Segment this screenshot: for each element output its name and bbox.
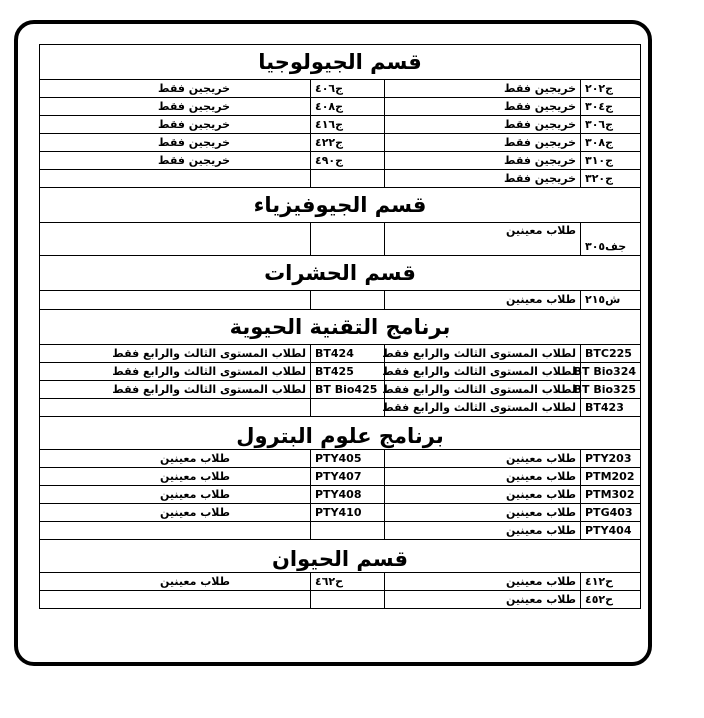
section-header-entomology (40, 256, 641, 291)
course-note: طلاب معينين (385, 522, 581, 540)
course-note: طلاب معينين (40, 468, 311, 486)
course-code: PTY410 (311, 504, 385, 522)
course-code: ج٤٠٦ (311, 80, 385, 98)
course-code: PTY407 (311, 468, 385, 486)
table-row (40, 170, 641, 188)
course-note: لطلاب المستوى الثالث والرابع فقط (40, 345, 311, 363)
course-code: ج٣١٠ (581, 152, 641, 170)
restricted-courses-table (39, 44, 641, 609)
course-note (40, 170, 311, 188)
section-title: قسم الحشرات (40, 256, 641, 291)
course-code: ج٣٠٦ (581, 116, 641, 134)
course-note: طلاب معينين (385, 450, 581, 468)
table-row (40, 468, 641, 486)
course-note: طلاب معينين (385, 504, 581, 522)
course-code: PTG403 (581, 504, 641, 522)
course-code (311, 591, 385, 609)
course-note: خريجين فقط (385, 134, 581, 152)
course-note (40, 399, 311, 417)
course-note (40, 223, 311, 256)
table-row (40, 450, 641, 468)
course-code: BT424 (311, 345, 385, 363)
section-title: برنامج التقنية الحيوية (40, 310, 641, 345)
section-title: قسم الجيولوجيا (40, 45, 641, 80)
course-note: خريجين فقط (385, 152, 581, 170)
course-note: طلاب معينين (40, 504, 311, 522)
table-row (40, 399, 641, 417)
table-row (40, 98, 641, 116)
course-code: BT Bio324 (581, 363, 641, 381)
section-header-petroleum (40, 417, 641, 450)
course-code: PTY408 (311, 486, 385, 504)
course-note: خريجين فقط (385, 80, 581, 98)
table-row (40, 363, 641, 381)
course-note: خريجين فقط (40, 116, 311, 134)
table-row (40, 291, 641, 310)
course-code: جف٣٠٥ (581, 223, 641, 256)
table-row (40, 152, 641, 170)
table-row (40, 504, 641, 522)
course-code: ح٤١٢ (581, 573, 641, 591)
course-code: ج٣٠٨ (581, 134, 641, 152)
course-code (311, 170, 385, 188)
course-note (40, 591, 311, 609)
course-code: BT423 (581, 399, 641, 417)
table-row (40, 80, 641, 98)
course-code: ش٢١٥ (581, 291, 641, 310)
course-note: لطلاب المستوى الثالث والرابع فقط (385, 345, 581, 363)
course-note: خريجين فقط (385, 170, 581, 188)
table-row (40, 223, 641, 256)
course-note (40, 291, 311, 310)
course-note: طلاب معينين (385, 468, 581, 486)
course-note: طلاب معينين (40, 450, 311, 468)
course-code: PTY404 (581, 522, 641, 540)
course-code: ج٢٠٢ (581, 80, 641, 98)
course-code: ج٣٠٤ (581, 98, 641, 116)
table-row (40, 381, 641, 399)
course-code: PTM202 (581, 468, 641, 486)
course-code: PTY203 (581, 450, 641, 468)
course-note: خريجين فقط (40, 134, 311, 152)
course-note: طلاب معينين (385, 573, 581, 591)
course-note: خريجين فقط (40, 80, 311, 98)
course-note: خريجين فقط (40, 98, 311, 116)
course-code (311, 223, 385, 256)
course-note: لطلاب المستوى الثالث والرابع فقط (385, 381, 581, 399)
table-row (40, 486, 641, 504)
course-note: طلاب معينين (40, 573, 311, 591)
course-note: طلاب معينين (40, 486, 311, 504)
table-row (40, 134, 641, 152)
course-note: طلاب معينين (385, 486, 581, 504)
section-title: قسم الجيوفيزياء (40, 188, 641, 223)
section-header-geophysics (40, 188, 641, 223)
course-note: طلاب معينين (385, 591, 581, 609)
course-code: BT Bio425 (311, 381, 385, 399)
course-code: ج٣٢٠ (581, 170, 641, 188)
section-header-geology (40, 45, 641, 80)
course-note: خريجين فقط (40, 152, 311, 170)
course-code: ح٤٥٢ (581, 591, 641, 609)
course-code: ج٤٩٠ (311, 152, 385, 170)
table-row (40, 522, 641, 540)
course-code: BT Bio325 (581, 381, 641, 399)
course-code: PTY405 (311, 450, 385, 468)
course-code: ج٤٢٢ (311, 134, 385, 152)
course-code: ج٤١٦ (311, 116, 385, 134)
section-header-zoology (40, 540, 641, 573)
course-note: خريجين فقط (385, 116, 581, 134)
course-code: PTM302 (581, 486, 641, 504)
course-code: ح٤٦٢ (311, 573, 385, 591)
course-note: خريجين فقط (385, 98, 581, 116)
table-row (40, 573, 641, 591)
section-header-biotechnology (40, 310, 641, 345)
course-code (311, 291, 385, 310)
course-note: لطلاب المستوى الثالث والرابع فقط (40, 381, 311, 399)
course-code: BT425 (311, 363, 385, 381)
section-title: قسم الحيوان (40, 540, 641, 573)
course-note (40, 522, 311, 540)
course-note: طلاب معينين (385, 223, 581, 256)
course-code (311, 399, 385, 417)
course-note: لطلاب المستوى الثالث والرابع فقط (385, 399, 581, 417)
table-row (40, 116, 641, 134)
course-code: BTC225 (581, 345, 641, 363)
course-code: ج٤٠٨ (311, 98, 385, 116)
course-note: طلاب معينين (385, 291, 581, 310)
course-note: لطلاب المستوى الثالث والرابع فقط (385, 363, 581, 381)
course-code (311, 522, 385, 540)
table-row (40, 345, 641, 363)
course-note: لطلاب المستوى الثالث والرابع فقط (40, 363, 311, 381)
section-title: برنامج علوم البترول (40, 417, 641, 450)
table-row (40, 591, 641, 609)
